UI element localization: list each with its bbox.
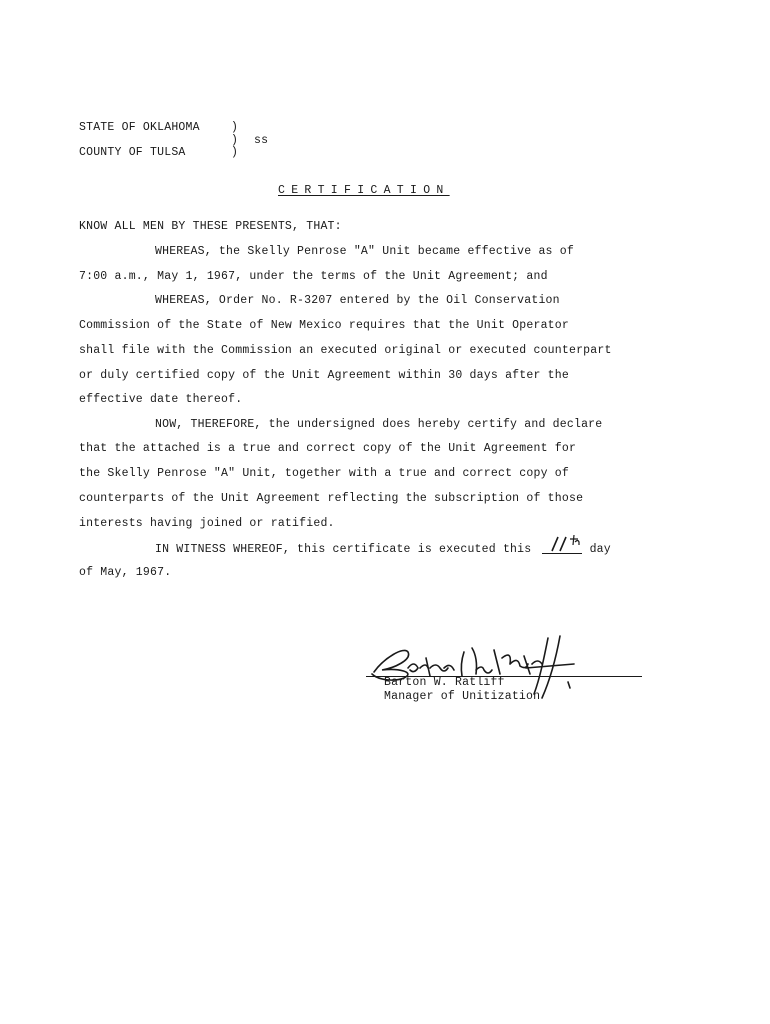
body-line-9: NOW, THEREFORE, the undersigned does hereby certify and declare [155, 418, 603, 431]
signer-name: Barton W. Ratliff [384, 676, 505, 689]
caption-county: COUNTY OF TULSA [79, 146, 186, 159]
caption-ss: ss [254, 134, 269, 147]
witness-prefix: IN WITNESS WHEREOF, this certificate is executed this [155, 543, 532, 556]
body-line-12: counterparts of the Unit Agreement reflecting the subscription of those [79, 492, 584, 505]
body-line-5: Commission of the State of New Mexico requires that the Unit Operator [79, 319, 569, 332]
caption-paren-1: ) [231, 121, 239, 134]
witness-suffix: day [589, 543, 611, 556]
caption-state: STATE OF OKLAHOMA [79, 121, 200, 134]
handwritten-day-ink [544, 533, 584, 553]
body-line-8: effective date thereof. [79, 393, 243, 406]
caption-paren-2: ) [231, 134, 239, 147]
body-line-13: interests having joined or ratified. [79, 517, 335, 530]
body-line-7: or duly certified copy of the Unit Agreement within 30 days after the [79, 369, 569, 382]
handwritten-day [542, 541, 582, 554]
body-line-1: KNOW ALL MEN BY THESE PRESENTS, THAT: [79, 220, 342, 233]
body-line-3: 7:00 a.m., May 1, 1967, under the terms of the Unit Agreement; and [79, 270, 548, 283]
body-line-6: shall file with the Commission an executed original or executed counterpart [79, 344, 612, 357]
body-line-11: the Skelly Penrose "A" Unit, together with a true and correct copy of [79, 467, 569, 480]
caption-paren-3: ) [231, 146, 239, 159]
witness-line [155, 541, 611, 557]
body-line-10: that the attached is a true and correct copy of the Unit Agreement for [79, 442, 577, 455]
body-line-4: WHEREAS, Order No. R-3207 entered by the Oil Conservation [155, 294, 560, 307]
signer-title: Manager of Unitization [384, 690, 541, 703]
witness-closing: of May, 1967. [79, 566, 172, 579]
body-line-2: WHEREAS, the Skelly Penrose "A" Unit became effective as of [155, 245, 574, 258]
document-title: CERTIFICATION [278, 184, 450, 197]
